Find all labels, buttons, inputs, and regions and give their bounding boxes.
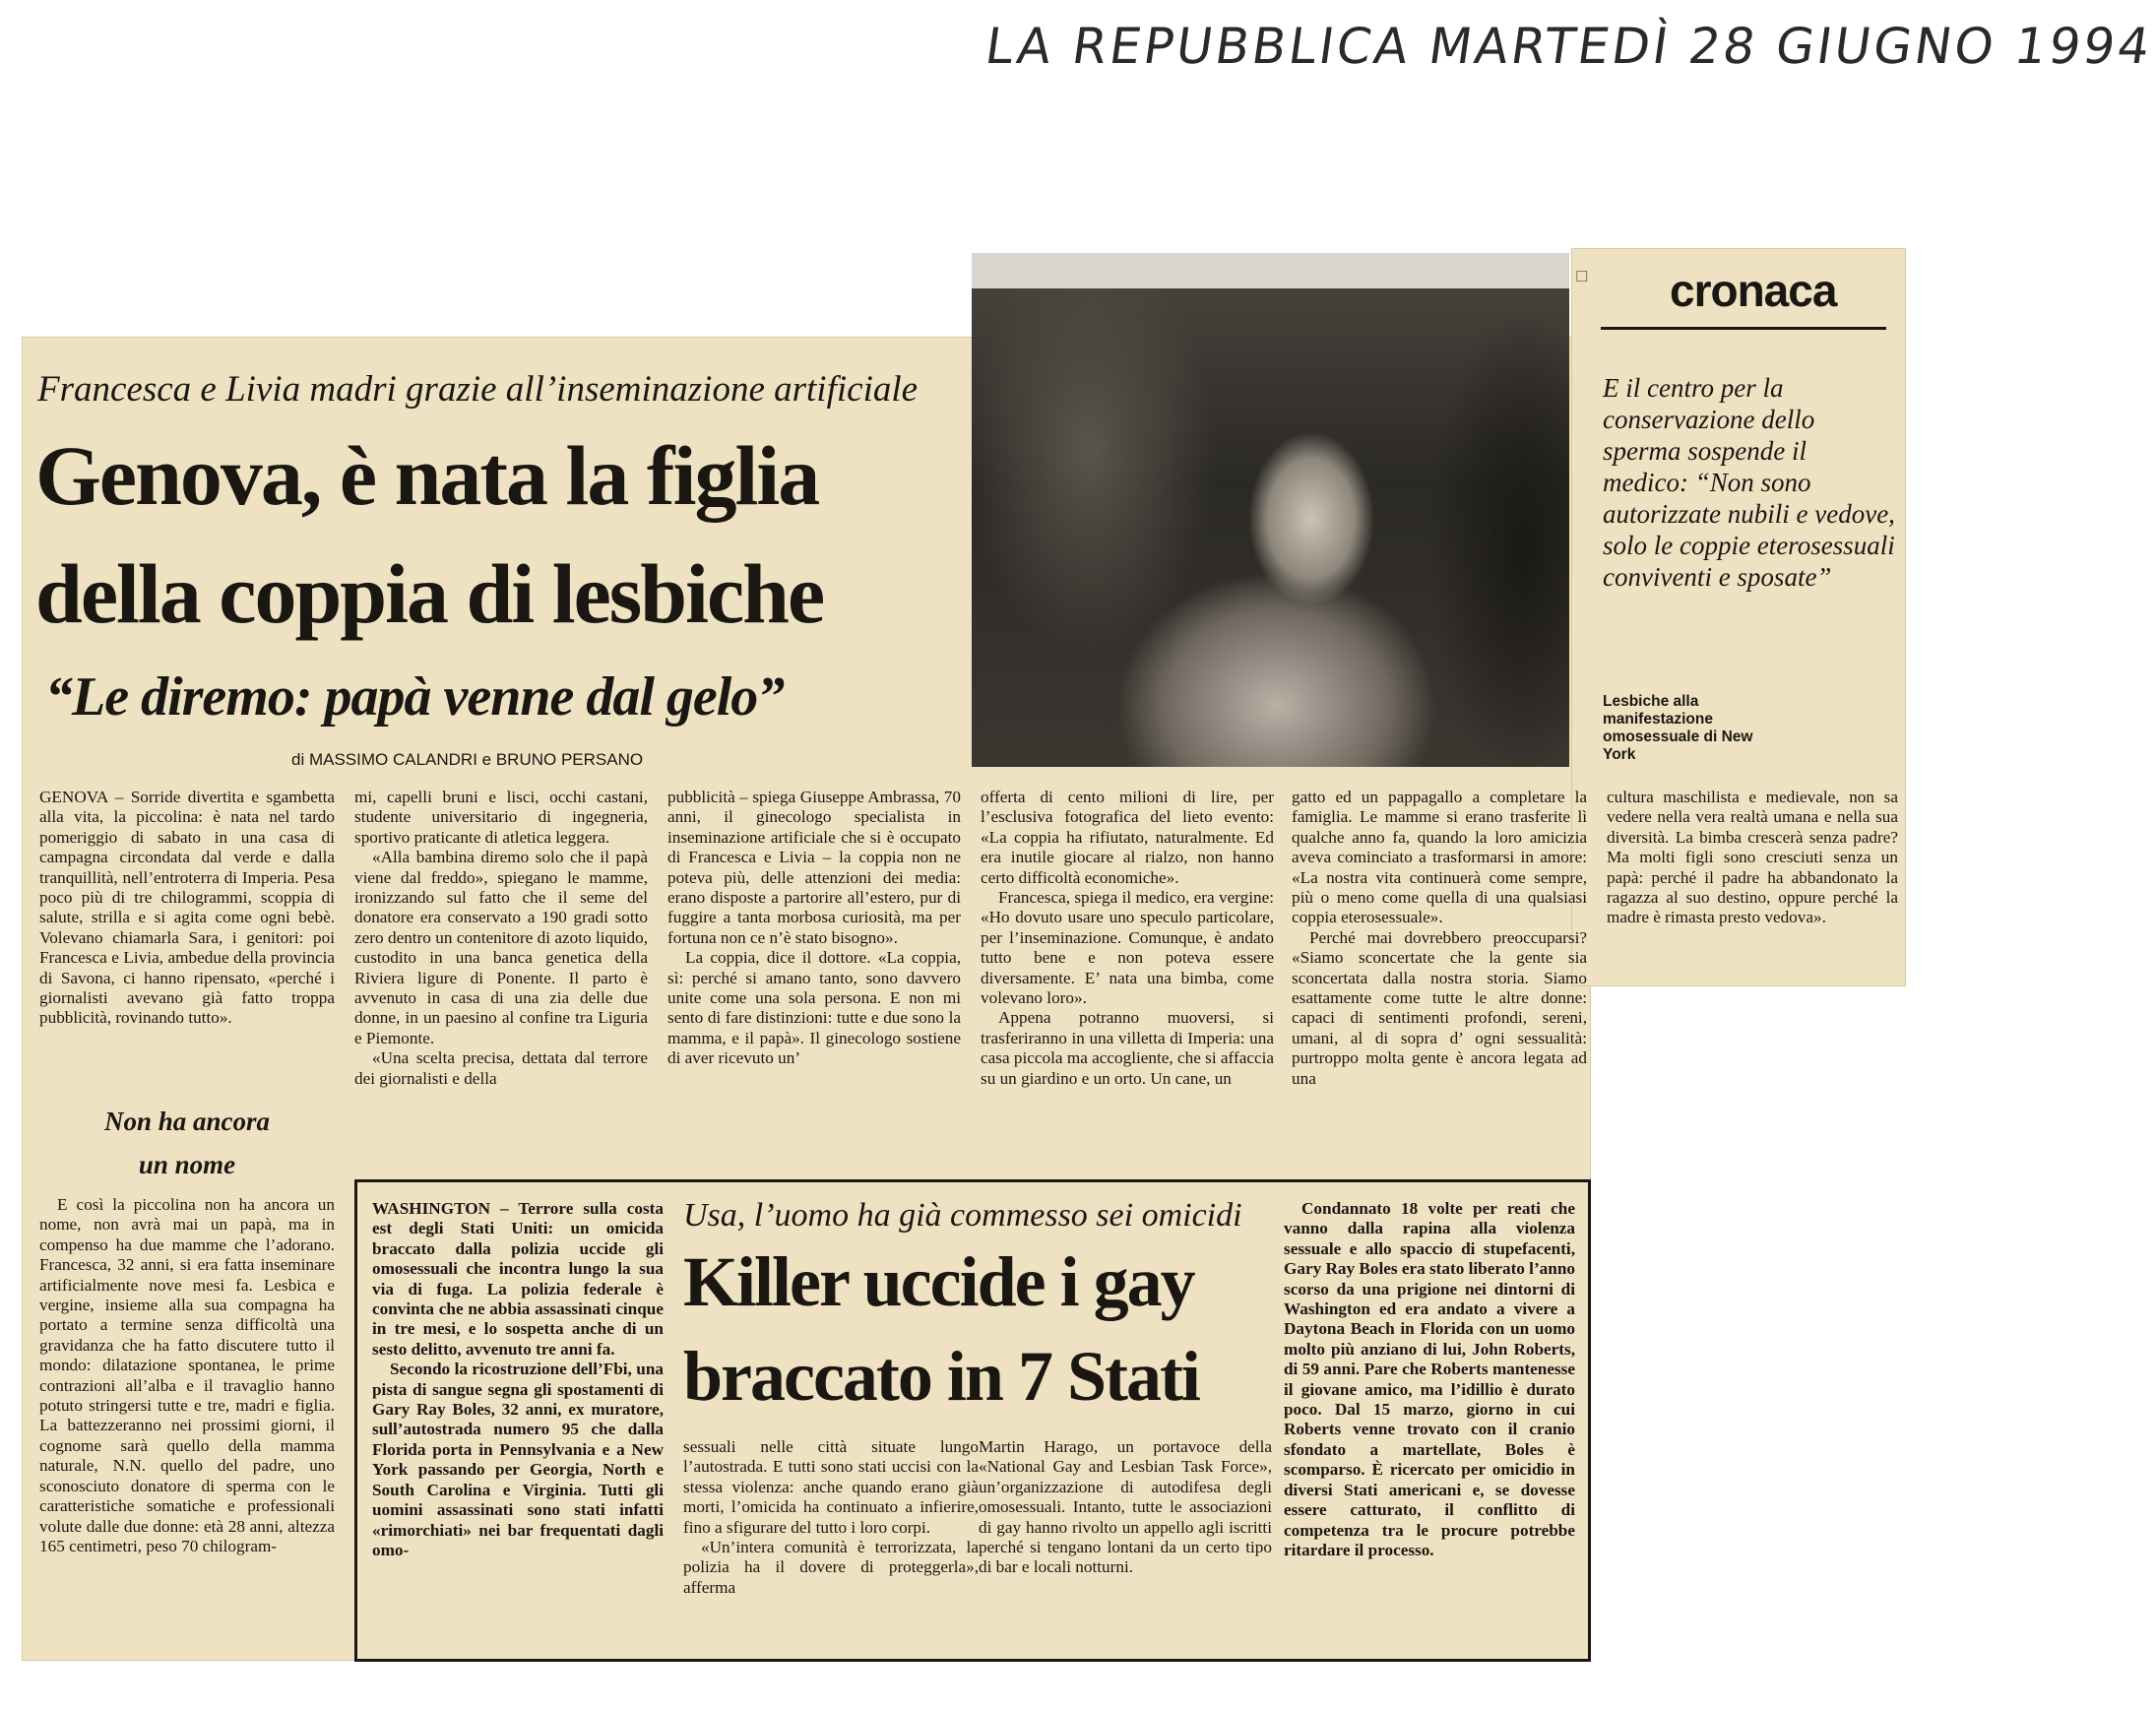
photo-lesbian-demonstration <box>972 253 1569 767</box>
article2-column-2 <box>683 1437 979 1648</box>
article2-column-1 <box>372 1199 664 1648</box>
article1-col2-text: mi, capelli bruni e lisci, occhi castani, studente universitario di ingegneria, sportivo praticante di atletica leggera. <box>354 788 648 847</box>
article1-col2-p2: «Alla bambina diremo solo che il papà viene dal freddo», spiegano le mamme, ironizzando sul fatto che il seme del donatore era conservato a 190 gradi sotto zero dentro un contenitore di azoto liquido, custodito in una banca genetica della Riviera ligure di Ponente. Il parto è avvenuto in casa di una zia delle due donne, in un paesino al confine tra Liguria e Piemonte. <box>354 848 648 1047</box>
section-label: cronaca <box>1670 265 1837 316</box>
article1-column-6 <box>1607 788 1898 984</box>
margin-checkbox-icon: ☐ <box>1575 269 1589 285</box>
article1-col4-text: offerta di cento milioni di lire, per l’esclusiva fotografica del lieto evento: «La coppia ha rifiutato, naturalmente. Ed era inutile giocare al rialzo, non hanno certo difficoltà economiche». <box>981 788 1274 887</box>
article1-column-4 <box>981 788 1274 1142</box>
article1-subhead-line1: Non ha ancora <box>103 1107 271 1136</box>
article2-column-3 <box>979 1437 1272 1648</box>
article1-column-1 <box>39 788 335 1112</box>
article1-column-2 <box>354 788 648 1142</box>
article1-column-5 <box>1292 788 1587 1142</box>
article2-headline-line2: braccato in 7 Stati <box>683 1337 1199 1416</box>
article2-col1-lead: WASHINGTON – Terrore sulla costa est degli Stati Uniti: un omicida braccato dalla polizia uccide gli omosessuali che incontra lungo la sua via di fuga. La polizia federale è convinta che ne abbia assassinati cinque in tre mesi, e lo sospetta anche di un sesto delitto, avvenuto tre anni fa. <box>372 1199 664 1359</box>
sidebar-subheading: E il centro per la conservazione dello sperma sospende il medico: “Non sono autorizzate nubili e vedove, solo le coppie eterosessuali conviventi e sposate” <box>1603 373 1895 592</box>
article2-col2-text: sessuali nelle città situate lungo l’autostrada. E tutti sono stati uccisi con la stessa violenza: anche quando erano già morti, l’omicida ha continuato a infierire, fino a sfigurare del tutto i loro corpi. <box>683 1437 979 1537</box>
article2-col4-text: Condannato 18 volte per reati che vanno dalla rapina alla violenza sessuale e allo spaccio di stupefacenti, Gary Ray Boles era stato liberato l’anno scorso da una prigione nei dintorni di Washington ed era andato a vivere a Daytona Beach in Florida con un uomo molto più anziano di lui, John Roberts, di 59 anni. Pare che Roberts mantenesse il giovane amico, ma l’idillio è durato poco. Dal 15 marzo, giorno in cui Roberts venne trovato con il cranio sfondato a martellate, Boles è scomparso. È ricercato per omicidio in diversi Stati americani e, se dovesse essere catturato, il conflitto di competenza tra le procure potrebbe ritardare il processo. <box>1284 1199 1575 1559</box>
article1-kicker: Francesca e Livia madri grazie all’inseminazione artificiale <box>37 369 919 410</box>
article1-col4-p2: Francesca, spiega il medico, era vergine: «Ho dovuto usare uno speculo particolare, per l’inseminazione. Comunque, è andato tutto bene e non poteva essere diversamente. E’ nata una bimba, come volevano loro». <box>981 888 1274 1008</box>
article2-kicker: Usa, l’uomo ha già commesso sei omicidi <box>683 1197 1242 1234</box>
article1-col1-text: Sorride divertita e sgambetta alla vita, la piccolina: è nata nel tardo pomeriggio di sabato in una casa di campagna circondata dal verde e dalla tranquillità, nell’entroterra di Imperia. Pesa poco più di tre chilogrammi, scoppia di salute, strilla e si agita come ogni bebè. Volevano chiamarla Sara, i genitori: poi Francesca e Livia, ambedue della provincia di Savona, ci hanno ripensato, «perché i giornalisti avevano già fatto troppa pubblicità, rovinando tutto». <box>39 788 335 1028</box>
article1-headline-line1: Genova, è nata la figlia <box>35 428 819 523</box>
article1-col1b-text: E così la piccolina non ha ancora un nome, non avrà mai un papà, ma in compenso ha due mamme che l’adorano. Francesca, 32 anni, si era fatta inseminare artificialmente nove mesi fa. Lesbica e vergine, insieme alla sua compagna ha portato a termine senza difficoltà una gravidanza che ha fatto discutere tutto il mondo: dilatazione spontanea, le prime contrazioni all’alba e il travaglio hanno potuto stringersi tutte e tre, madri e figlia. La battezzeranno nei prossimi giorni, il cognome sarà quello della mamma naturale, N.N. quello del padre, uno sconosciuto donatore di sperma con le caratteristiche somatiche e professionali volute dalle due donne: età 28 anni, altezza 165 centimetri, peso 70 chilogram- <box>39 1195 335 1555</box>
article1-byline: di MASSIMO CALANDRI e BRUNO PERSANO <box>291 750 644 769</box>
article1-column-3 <box>667 788 961 1142</box>
article1-col4-p3: Appena potranno muoversi, si trasferiranno in una villetta di Imperia: una casa piccola ma accogliente, che si affaccia su un giardino e un orto. Un cane, un <box>981 1008 1274 1088</box>
handwritten-date-note: LA REPUBBLICA MARTEDÌ 28 GIUGNO 1994 <box>982 18 2156 75</box>
article1-subhead-line2: un nome <box>138 1150 236 1179</box>
photo-top-strip <box>972 253 1569 288</box>
article1-col6-text: cultura maschilista e medievale, non sa vedere nella vera realtà umana e nella sua diversità. La bimba crescerà senza padre? Ma molti figli sono cresciuti senza un papà: perché il padre ha abbandonato la ragazza al suo destino, oppure perché la madre è rimasta presto vedova». <box>1607 788 1898 927</box>
article1-quote: “Le diremo: papà venne dal gelo” <box>45 666 785 728</box>
article2-col2-p2: «Un’intera comunità è terrorizzata, la polizia ha il dovere di proteggerla», afferma <box>683 1538 979 1597</box>
article1-col2-p3: «Una scelta precisa, dettata dal terrore dei giornalisti e della <box>354 1048 648 1088</box>
article1-col3-p2: La coppia, dice il dottore. «La coppia, sì: perché si amano tanto, sono davvero unite come una sola persona. E non mi sento di fare distinzioni: tutte e due sono la mamma, e il papà». Il ginecologo sostiene di aver ricevuto un’ <box>667 948 961 1068</box>
article2-headline-line1: Killer uccide i gay <box>683 1242 1194 1321</box>
article2-col3-text: Martin Harago, un portavoce della «National Gay and Lesbian Task Force», un’organizzazione di autodifesa degli omosessuali. Intanto, tutte le associazioni di gay hanno rivolto un appello agli iscritti perché si tengano lontani da un certo tipo di bar e locali notturni. <box>979 1437 1272 1577</box>
article2-col1-p2: Secondo la ricostruzione dell’Fbi, una pista di sangue segna gli spostamenti di Gary Ray Boles, 32 anni, ex muratore, sull’autostrada numero 95 che dalla Florida porta in Pennsylvania e a New York passando per Georgia, North e South Carolina e Virginia. Tutti gli uomini assassinati sono stati infatti «rimorchiati» nei bar frequentati dagli omo- <box>372 1360 664 1559</box>
article1-col3-text: pubblicità – spiega Giuseppe Ambrassa, 70 anni, il ginecologo specialista in inseminazione artificiale che si è occupato di Francesca e Livia – la coppia non ne poteva più, delle attenzioni dei media: erano disposte a partorire all’estero, pur di fuggire a tanta morbosa curiosità, ma per fortuna non ce n’è stato bisogno». <box>667 788 961 947</box>
article1-col5-p2: Perché mai dovrebbero preoccuparsi? «Siamo sconcertate che la gente sia sconcertata dalla nostra storia. Siamo esattamente come tutte le altre donne: capaci di sentimenti profondi, sereni, umani, al di sopra d’ ogni sessualità: purtroppo molta gente è ancora legata ad una <box>1292 927 1587 1088</box>
article1-headline-line2: della coppia di lesbiche <box>35 546 824 641</box>
section-rule <box>1601 327 1886 330</box>
article1-column-1b <box>39 1195 335 1653</box>
photo-caption: Lesbiche alla manifestazione omosessuale di New York <box>1603 693 1753 763</box>
article2-column-4 <box>1284 1199 1575 1648</box>
article1-col5-text: gatto ed un pappagallo a completare la famiglia. Le mamme si erano trasferite lì qualche anno fa, quando la loro amicizia aveva cominciato a trasformarsi in amore: «La nostra vita continuerà come sempre, più o meno come quella di una qualsiasi coppia eterosessuale». <box>1292 788 1587 927</box>
dateline: GENOVA – <box>39 788 124 806</box>
